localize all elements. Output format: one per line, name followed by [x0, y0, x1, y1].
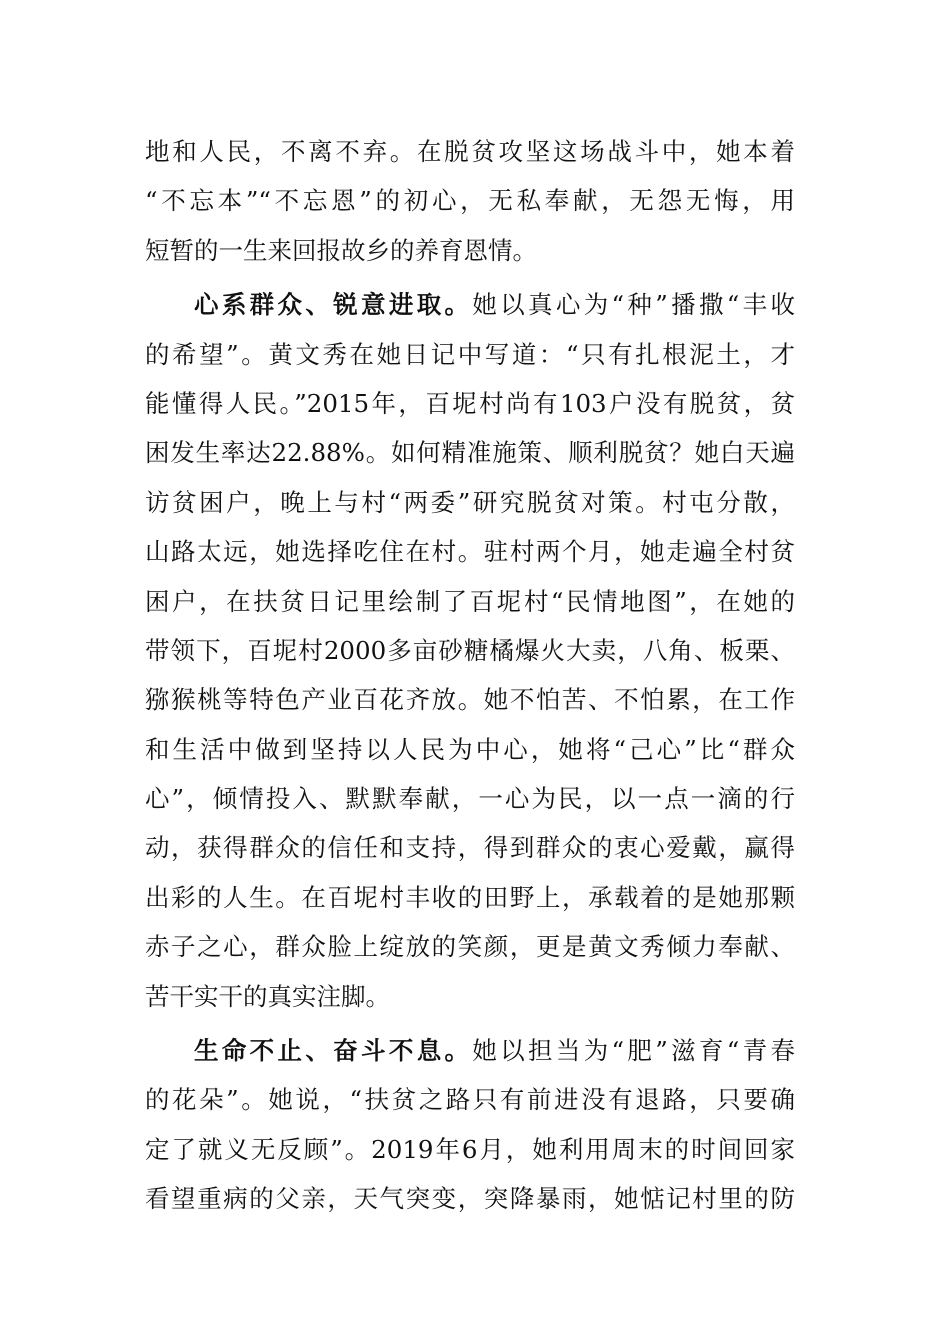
text-line-rest: 她以真心为“种”播撒“丰收 [472, 290, 795, 320]
paragraph-3 [145, 1026, 795, 1224]
text-line: “不忘本”“不忘恩”的初心，无私奉献，无怨无悔，用 [145, 186, 795, 216]
text-line: 带领下，百坭村2000多亩砂糖橘爆火大卖，八角、板栗、 [145, 635, 795, 665]
text-line: 看望重病的父亲，天气突变，突降暴雨，她惦记村里的防 [145, 1184, 795, 1214]
text-line-rest: 她以担当为“肥”滋育“青春 [472, 1036, 795, 1066]
text-line: 动，获得群众的信任和支持，得到群众的衷心爱戴，赢得 [145, 833, 795, 863]
text-line-first [145, 1026, 795, 1075]
paragraph-2 [145, 280, 795, 1021]
text-line: 苦干实干的真实注脚。 [145, 981, 390, 1011]
text-line: 困户，在扶贫日记里绘制了百坭村“民情地图”，在她的 [145, 586, 795, 616]
paragraph-lead-heading: 心系群众、锐意进取。 [194, 290, 473, 320]
text-line: 困发生率达22.88%。如何精准施策、顺利脱贫？她白天遍 [145, 438, 795, 468]
text-line: 访贫困户，晚上与村“两委”研究脱贫对策。村屯分散， [145, 487, 795, 517]
text-line: 心”，倾情投入、默默奉献，一心为民，以一点一滴的行 [145, 784, 795, 814]
text-line: 能懂得人民。”2015年，百坭村尚有103户没有脱贫，贫 [145, 388, 795, 418]
document-body [145, 127, 795, 1224]
text-line-first [145, 280, 795, 329]
text-line: 出彩的人生。在百坭村丰收的田野上，承载着的是她那颗 [145, 882, 795, 912]
paragraph-1 [145, 127, 795, 275]
text-line: 和生活中做到坚持以人民为中心，她将“己心”比“群众 [145, 734, 795, 764]
paragraph-lead-heading: 生命不止、奋斗不息。 [194, 1036, 473, 1066]
text-line: 山路太远，她选择吃住在村。驻村两个月，她走遍全村贫 [145, 537, 795, 567]
text-line: 的花朵”。她说，“扶贫之路只有前进没有退路，只要确 [145, 1085, 795, 1115]
text-line: 猕猴桃等特色产业百花齐放。她不怕苦、不怕累，在工作 [145, 685, 795, 715]
text-line: 地和人民，不离不弃。在脱贫攻坚这场战斗中，她本着 [145, 137, 795, 166]
text-line: 的希望”。黄文秀在她日记中写道：“只有扎根泥土，才 [145, 339, 795, 369]
text-line: 赤子之心，群众脸上绽放的笑颜，更是黄文秀倾力奉献、 [145, 932, 795, 962]
text-line: 短暂的一生来回报故乡的养育恩情。 [145, 235, 537, 265]
text-line: 定了就义无反顾”。2019年6月，她利用周末的时间回家 [145, 1134, 795, 1164]
